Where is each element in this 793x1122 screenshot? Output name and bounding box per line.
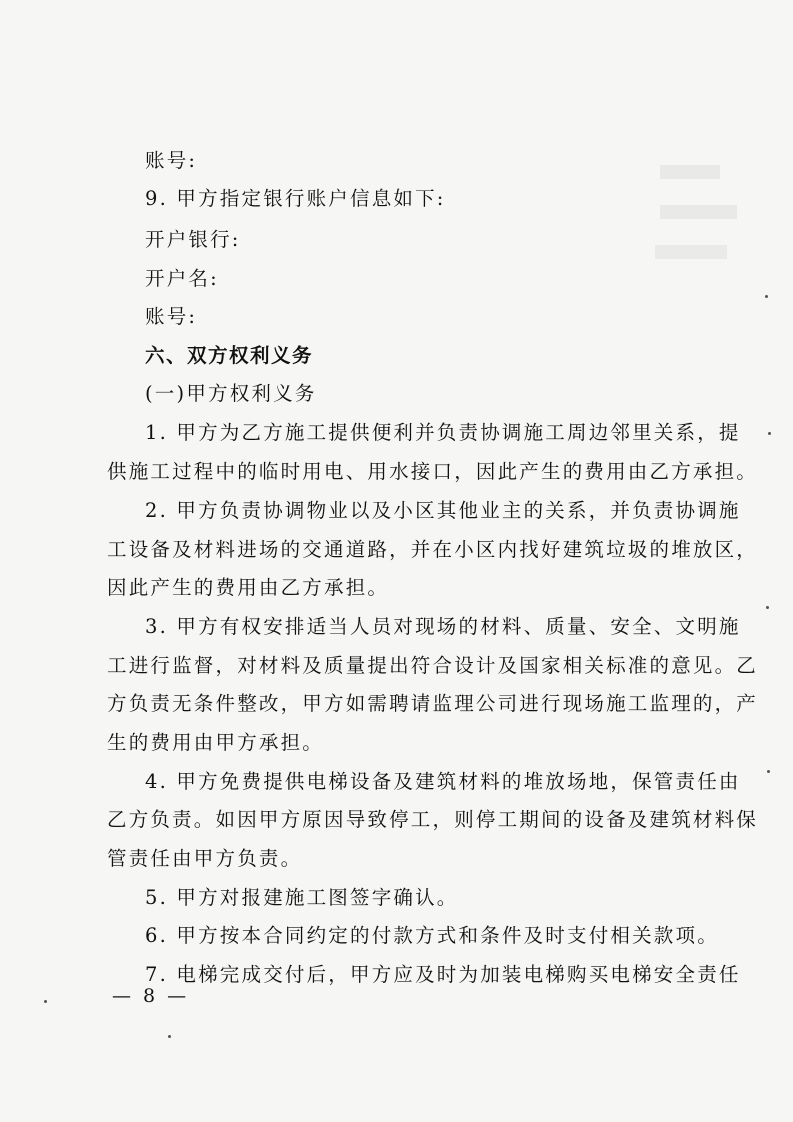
line: 开户名: (145, 267, 219, 290)
bleed-through-mark (655, 245, 745, 259)
page-number: — 8 — (112, 985, 190, 1007)
line: 账号: (145, 149, 198, 172)
scan-speck (168, 1035, 171, 1038)
line: 管责任由甲方负责。 (107, 847, 303, 870)
line: 3. 甲方有权安排适当人员对现场的材料、质量、安全、文明施 (145, 615, 741, 638)
scan-speck (768, 432, 771, 435)
line: 乙方负责。如因甲方原因导致停工，则停工期间的设备及建筑材料保 (107, 808, 759, 831)
scan-speck (765, 295, 768, 298)
line: 开户银行: (145, 228, 241, 251)
bleed-through-mark (660, 205, 770, 219)
line: 工进行监督，对材料及质量提出符合设计及国家相关标准的意见。乙 (107, 654, 759, 677)
section-heading: 六、双方权利义务 (145, 344, 314, 367)
line: 账号: (145, 305, 198, 328)
line: 1. 甲方为乙方施工提供便利并负责协调施工周边邻里关系，提 (145, 421, 741, 444)
line: 2. 甲方负责协调物业以及小区其他业主的关系，并负责协调施 (145, 499, 741, 522)
scan-speck (767, 770, 770, 773)
line: 因此产生的费用由乙方承担。 (107, 576, 390, 599)
line: 供施工过程中的临时用电、用水接口，因此产生的费用由乙方承担。 (107, 460, 759, 483)
line: 6. 甲方按本合同约定的付款方式和条件及时支付相关款项。 (145, 924, 719, 947)
line: 7. 电梯完成交付后，甲方应及时为加装电梯购买电梯安全责任 (145, 963, 741, 986)
line: 工设备及材料进场的交通道路，并在小区内找好建筑垃圾的堆放区， (107, 538, 759, 561)
line: 5. 甲方对报建施工图签字确认。 (145, 886, 459, 909)
line: 生的费用由甲方承担。 (107, 731, 325, 754)
scan-speck (44, 1000, 47, 1003)
scan-speck (766, 606, 769, 609)
line: 9. 甲方指定银行账户信息如下: (145, 187, 446, 210)
bleed-through-mark (660, 165, 760, 179)
line: 方负责无条件整改，甲方如需聘请监理公司进行现场施工监理的，产 (107, 692, 759, 715)
line: 4. 甲方免费提供电梯设备及建筑材料的堆放场地，保管责任由 (145, 770, 741, 793)
subsection-heading: (一)甲方权利义务 (145, 382, 317, 405)
